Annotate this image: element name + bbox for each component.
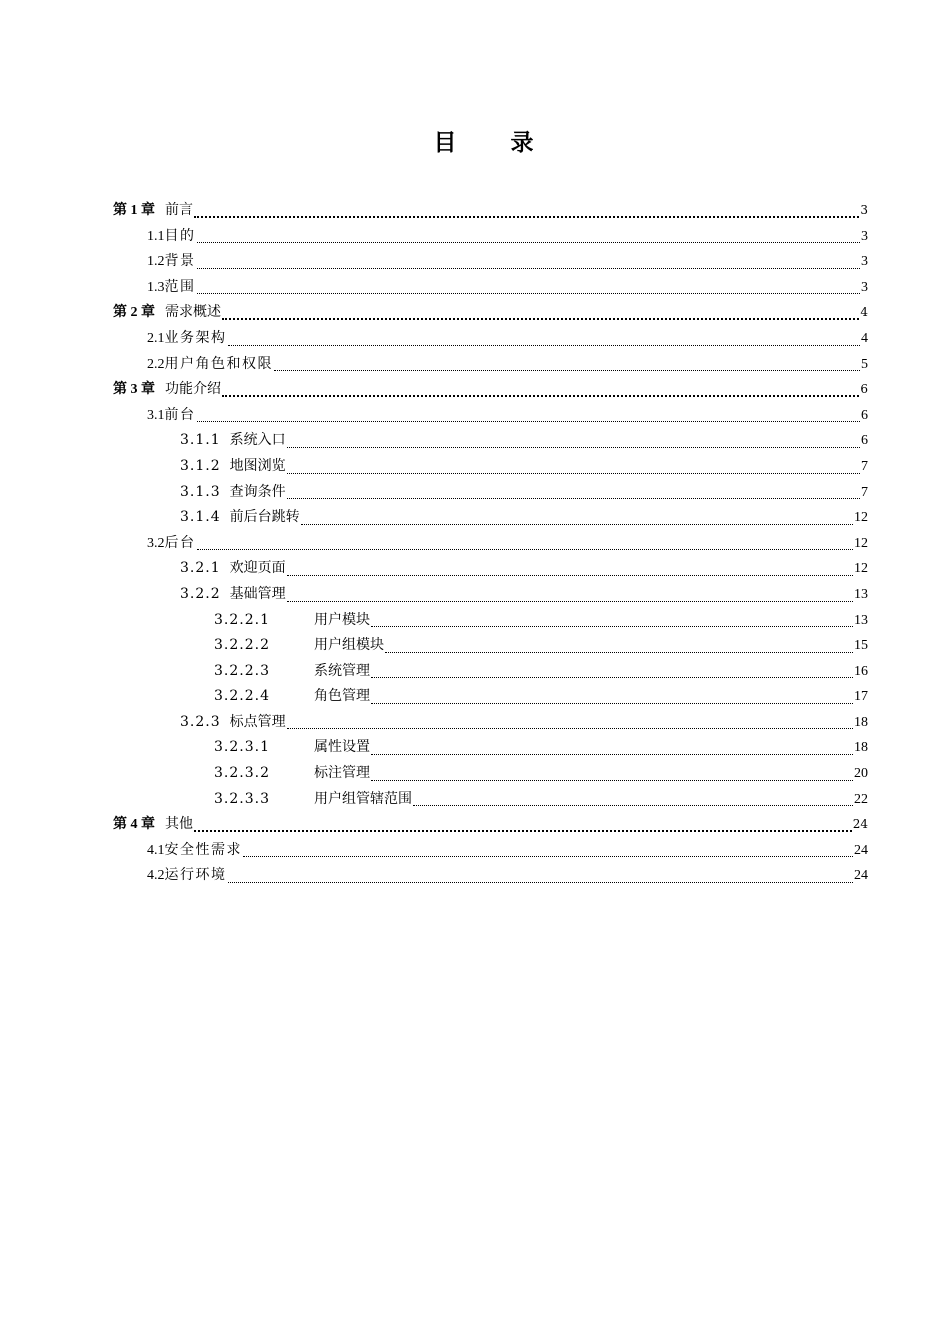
toc-entry[interactable] [113,300,868,326]
toc-entry-number: 3.2.3 [180,713,221,730]
toc-entry-page-number: 13 [854,586,868,602]
toc-entry[interactable] [113,812,868,838]
toc-entry[interactable] [113,326,868,352]
toc-entry-number: 3.1.3 [180,483,221,500]
toc-entry[interactable] [113,403,868,429]
toc-dot-leader [197,267,861,269]
toc-entry-number: 3.2.2.2 [214,637,270,654]
toc-dot-leader [287,600,853,602]
toc-entry-number: 3.1.4 [180,509,221,526]
toc-entry-number: 3.2.2.3 [214,662,270,679]
toc-entry-page-number: 17 [854,689,868,705]
toc-dot-leader [197,241,861,243]
toc-dot-leader [222,317,859,320]
toc-entry-title: 基础管理 [229,585,286,602]
toc-entry-title: 地图浏览 [229,457,286,474]
toc-entry-title: 需求概述 [165,304,221,321]
toc-entry[interactable] [113,454,868,480]
toc-entry-title: 其他 [165,816,193,833]
toc-entry-title: 功能介绍 [165,381,221,398]
toc-entry-title: 后台 [164,534,196,551]
toc-dot-leader [197,548,854,550]
toc-dot-leader [197,420,861,422]
toc-entry[interactable] [113,761,868,787]
toc-entry-title: 用户组管辖范围 [314,790,412,807]
toc-dot-leader [274,369,860,371]
toc-entry-title: 业务架构 [164,329,227,346]
toc-entry[interactable] [113,608,868,634]
toc-dot-leader [287,727,853,729]
toc-dot-leader [371,753,853,755]
page-title: 目 录 [433,130,557,156]
toc-entry-number: 3.2.2 [180,585,221,602]
toc-dot-leader [287,446,860,448]
toc-entry[interactable] [113,505,868,531]
toc-entry-number: 3.1 [147,407,165,423]
toc-entry-title: 系统管理 [314,662,370,679]
toc-dot-leader [371,676,853,678]
toc-entry-page-number: 12 [854,510,868,526]
toc-entry[interactable] [113,480,868,506]
toc-entry[interactable] [113,684,868,710]
toc-dot-leader [228,881,854,883]
toc-dot-leader [371,702,853,704]
toc-entry-number: 3.2.1 [180,560,221,577]
toc-entry[interactable] [113,249,868,275]
toc-dot-leader [222,394,859,397]
toc-dot-leader [194,829,852,832]
toc-entry-page-number: 7 [861,484,868,500]
toc-entry-title: 背景 [164,253,196,270]
toc-entry[interactable] [113,710,868,736]
toc-entry-page-number: 22 [854,791,868,807]
toc-entry-number: 1.3 [147,279,165,295]
toc-entry-title: 范围 [164,278,196,295]
toc-entry-page-number: 6 [861,433,868,449]
toc-entry-number: 第 2 章 [113,305,155,321]
toc-entry-title: 标点管理 [229,713,286,730]
toc-entry-number: 3.2.3.3 [214,790,270,807]
toc-dot-leader [301,523,853,525]
toc-entry-number: 3.2 [147,535,165,551]
toc-entry[interactable] [113,582,868,608]
toc-entry-title: 查询条件 [229,483,286,500]
toc-entry-title: 属性设置 [314,739,370,756]
toc-entry-title: 前言 [165,202,193,218]
toc-entry-page-number: 16 [854,663,868,679]
toc-entry-page-number: 3 [861,228,868,244]
toc-entry[interactable] [113,377,868,403]
toc-entry-number: 3.2.3.2 [214,765,270,782]
toc-entry-title: 标注管理 [314,765,370,782]
toc-entry-page-number: 5 [861,356,868,372]
toc-entry-title: 欢迎页面 [229,560,286,577]
toc-entry[interactable] [113,838,868,864]
toc-entry-page-number: 6 [861,407,868,423]
toc-entry-title: 系统入口 [229,432,286,449]
toc-entry-number: 3.2.2.1 [214,611,270,628]
toc-dot-leader [243,855,853,857]
toc-entry-title: 前后台跳转 [229,509,300,526]
toc-dot-leader [287,497,860,499]
toc-entry-page-number: 15 [854,638,868,654]
toc-entry-number: 1.2 [147,254,165,270]
toc-dot-leader [287,574,853,576]
toc-entry[interactable] [113,224,868,250]
toc-entry-title: 用户组模块 [314,637,384,654]
toc-entry[interactable] [113,275,868,301]
toc-entry-number: 第 4 章 [113,817,155,833]
toc-entry[interactable] [113,556,868,582]
toc-entry-page-number: 24 [854,868,868,884]
toc-dot-leader [413,804,853,806]
toc-entry-number: 第 3 章 [113,382,155,398]
toc-entry-number: 3.2.2.4 [214,688,270,705]
toc-entry[interactable] [113,198,868,224]
toc-entry-page-number: 13 [854,612,868,628]
toc-entry-page-number: 3 [860,203,868,217]
toc-entry[interactable] [113,428,868,454]
toc-dot-leader [228,344,861,346]
toc-entry-title: 安全性需求 [164,841,242,858]
toc-entry-title: 前台 [164,406,196,423]
toc-entry-title: 用户模块 [314,611,370,628]
toc-entry-page-number: 24 [854,842,868,858]
toc-entry-page-number: 20 [854,766,868,782]
toc-entry-title: 角色管理 [314,688,370,705]
toc-entry-page-number: 3 [861,279,868,295]
toc-entry-number: 第 1 章 [113,203,155,218]
toc-entry[interactable] [113,531,868,557]
toc-entry-title: 用户角色和权限 [164,355,273,372]
toc-entry[interactable] [113,787,868,813]
toc-entry-number: 1.1 [147,228,165,244]
toc-entry-number: 4.1 [147,842,165,858]
toc-entry-page-number: 4 [860,305,868,320]
toc-entry[interactable] [113,352,868,378]
toc-dot-leader [371,779,853,781]
toc-entry-number: 2.1 [147,330,165,346]
toc-dot-leader [194,215,859,218]
toc-dot-leader [371,625,853,627]
toc-entry-page-number: 7 [861,458,868,474]
toc-entry-title: 运行环境 [164,867,227,884]
toc-entry-page-number: 12 [854,535,868,551]
toc-entry-page-number: 18 [854,714,868,730]
toc-entry[interactable] [113,735,868,761]
toc-entry-page-number: 6 [860,382,868,397]
toc-entry-number: 2.2 [147,356,165,372]
toc-entry-number: 4.2 [147,868,165,884]
toc-entry[interactable] [113,863,868,889]
toc-entry-page-number: 18 [854,740,868,756]
toc-dot-leader [287,472,860,474]
toc-dot-leader [385,651,853,653]
toc-entry[interactable] [113,633,868,659]
toc-entry[interactable] [113,659,868,685]
toc-entry-title: 目的 [164,227,196,244]
toc-dot-leader [197,292,861,294]
table-of-contents [113,198,868,889]
toc-entry-page-number: 24 [852,817,868,832]
toc-entry-number: 3.2.3.1 [214,739,270,756]
toc-entry-number: 3.1.1 [180,432,221,449]
toc-entry-page-number: 12 [854,561,868,577]
toc-entry-number: 3.1.2 [180,457,221,474]
toc-entry-page-number: 4 [861,330,868,346]
toc-entry-page-number: 3 [861,254,868,270]
